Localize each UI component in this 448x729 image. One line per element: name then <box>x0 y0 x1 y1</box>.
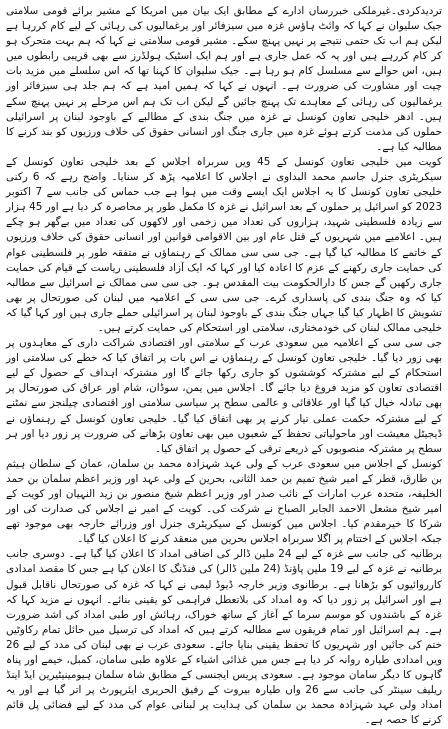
article-paragraph: جی سی سی کے اعلامیہ میں سعودی عرب کے سلامتی اور اقتصادی شراکت داری کے معاہدوں پر بھی زور دیا گیا۔ خلیجی تعاون کونسل کے رہنماؤں نے اس بات پر اتفاق کیا کہ خطے کی سلامتی اور استحکام کے لیے مشترکہ کوششوں کو جاری رکھا جائے گا اور مشترکہ اہداف کے حصول کے لیے اقتصادی تعاون کو مزید فروغ دیا جائے گا۔ اجلاس میں یمن، سوڈان، شام اور عراق کی صورتحال پر بھی تبادلہ خیال کیا گیا اور علاقائی و عالمی سطح پر سیاسی سلامتی اور اقتصادی چیلنجز سے نمٹنے کے لیے مشترکہ حکمت عملی تیار کرنے پر بھی اتفاق کیا گیا۔ خلیجی تعاون کونسل کے رہنماؤں نے ڈیجیٹل معیشت اور ماحولیاتی تحفظ کے شعبوں میں بھی تعاون بڑھانے کی ضرورت پر زور دیا اور ہر سطح پر مشترکہ منصوبوں کے ذریعے ترقی کے حصول پر اتفاق کیا۔ <box>6 337 442 455</box>
article-body <box>6 4 442 729</box>
article-paragraph: کونسل کے اجلاس میں سعودی عرب کے ولی عہد شہزادہ محمد بن سلمان، عمان کے سلطان ہیثم بن طارق، قطر کے امیر شیخ تمیم بن حمد الثانی، بحرین کے ولی عہد اور وزیر اعظم سلمان بن حمد الخلیفہ، متحدہ عرب امارات کے نائب صدر اور وزیر اعظم شیخ منصور بن زید النہیان اور کویت کے امیر شیخ مشعل الاحمد الجابر الصباح نے شرکت کی۔ کویت کے امیر نے اجلاس کی صدارت کی اور شرکا کا خیرمقدم کیا۔ اجلاس میں کونسل کے سیکریٹری جنرل اور وزرائے خارجہ بھی موجود تھے جبکہ اجلاس کے اختتام پر اگلا سربراہ اجلاس بحرین میں منعقد کرنے کا اعلان کیا گیا۔ <box>6 457 442 546</box>
article-paragraph: برطانیہ کی جانب سے غزہ کے لیے 24 ملین ڈالر کی اضافی امداد کا اعلان کیا گیا ہے۔ دوسری جانب برطانیہ نے غزہ کے لیے 19 ملین پاؤنڈ (24 ملین ڈالر) کی فنڈنگ کا اعلان کیا ہے جس کا مقصد امدادی کارروائیوں کو بڑھانا ہے۔ برطانوی وزیر خارجہ ڈیوڈ لیمی نے کہا کہ غزہ کی صورتحال ناقابل قبول ہے اور اسرائیل پر زور دیا کہ وہ امداد کی بلاتعطل فراہمی کو یقینی بنائے۔ انہوں نے مزید کہا کہ غزہ کے باشندوں کو موسم سرما کے آغاز کے ساتھ خوراک، رہائش اور طبی امداد کی اشد ضرورت ہے۔ ہم اسرائیل اور تمام فریقوں سے مطالبہ کرتے ہیں کہ امداد کی ترسیل میں حائل تمام رکاوٹیں ختم کی جائیں اور شہریوں کا تحفظ یقینی بنایا جائے۔ سعودی عرب نے بھی لبنان کی مدد کے لیے 26 ویں امدادی طیارہ روانہ کر دیا ہے جس میں غذائی اشیاء کے علاوہ طبی سامان، کمبل، خیمے اور پناہ گاہوں کا دیگر سامان موجود ہے۔ سعودی پریس ایجنسی کے مطابق شاہ سلمان ہیومینیٹیرین ایڈ اینڈ ریلیف سینٹر کی جانب سے 26 واں طیارہ بیروت کے رفیق الحریری ایئرپورٹ پر اتر گیا ہے اور یہ امداد ولی عہد شہزادہ محمد بن سلمان کی ہدایت پر لبنانی عوام کی مدد کے لیے فضائی پل قائم کرنے کا حصہ ہے۔ <box>6 548 443 727</box>
article-paragraph: تردیدکردی۔غیرملکی خبررساں ادارے کے مطابق ایک بیان میں امریکا کے مشیر برائے قومی سلامتی جیک سلیوان نے کہا کہ وائٹ ہاؤس غزہ میں سیزفائر اور یرغمالیوں کی رہائی کے لیے کام کررہا ہے لیکن ہم اب تک حتمی نتیجے پر نہیں پہنچ سکے۔ مشیر قومی سلامتی نے کہا کہ ہم بہت متحرک ہو کر کام کررہے ہیں اور یہ کہ عمل جاری ہے اور ہم ایک اسٹیک ہولڈرز سے بھی قریبی رابطوں میں ہیں، اس حوالے سے مسلسل کام ہو رہا ہے۔ جیک سلیوان کا کہنا تھا کہ اس سلسلے میں مزید بات چیت اور مشاورت کی ضرورت ہے۔ انہوں نے کہا کہ ہمیں امید ہے کہ ہم جلد ہی سیزفائر اور یرغمالیوں کی رہائی کے معاہدے تک پہنچ جائیں گے لیکن اب تک ہم اس مرحلے پر نہیں پہنچ سکے ہیں۔ ادھر خلیجی تعاون کونسل نے غزہ میں جنگ بندی کے مطالبے کے باوجود لبنان پر اسرائیلی حملوں کی مذمت کرتے ہوئے غزہ میں جاری جنگ اور انسانی حقوق کی خلاف ورزیوں کو بند کرنے کا مطالبہ کیا ہے۔ <box>6 5 442 153</box>
article-paragraph: کویت میں خلیجی تعاون کونسل کے 45 ویں سربراہ اجلاس کے بعد خلیجی تعاون کونسل کے سیکریٹری جنرل جاسم محمد البداوی نے اجلاس کا اعلامیہ پڑھ کر سنایا۔ واضح رہے کہ 6 رکنی خلیجی تعاون کونسل کا یہ اجلاس ایک ایسے وقت میں ہوا ہے جب حماس کی جانب سے 7 اکتوبر 2023 کو اسرائیل پر حملوں کے بعد اسرائیل نے غزہ کا مکمل طور پر محاصرہ کر دیا ہے اور 45 ہزار سے زیادہ فلسطینی شہید، ہزاروں کی تعداد میں زخمی اور لاکھوں کی تعداد میں بےگھر ہو چکے ہیں۔ اعلامیے میں شہریوں کے قتل عام اور بین الاقوامی قوانین اور انسانی حقوق کی خلاف ورزیوں کے خاتمے کا مطالبہ کیا گیا ہے۔ جی سی سی ممالک کے رہنماؤں نے متفقہ طور پر فلسطینی عوام کی حمایت جاری رکھنے کے عزم کا اعادہ کیا اور کہا کہ ایک آزاد فلسطینی ریاست کے قیام کی حمایت جاری رکھیں گے جس کا دارالحکومت بیت المقدس ہو۔ جی سی سی ممالک نے اسرائیل سے مطالبہ کیا کہ وہ جنگ بندی کی پاسداری کرے۔ جی سی سی کے اعلامیہ میں لبنان کی صورتحال پر بھی تشویش کا اظہار کیا گیا جہاں جنگ بندی کے باوجود لبنان پر اسرائیلی حملے جاری ہیں اور کہا گیا کہ خلیجی ممالک لبنان کی خودمختاری، سلامتی اور استحکام کی حمایت کرتے ہیں۔ <box>6 155 443 334</box>
